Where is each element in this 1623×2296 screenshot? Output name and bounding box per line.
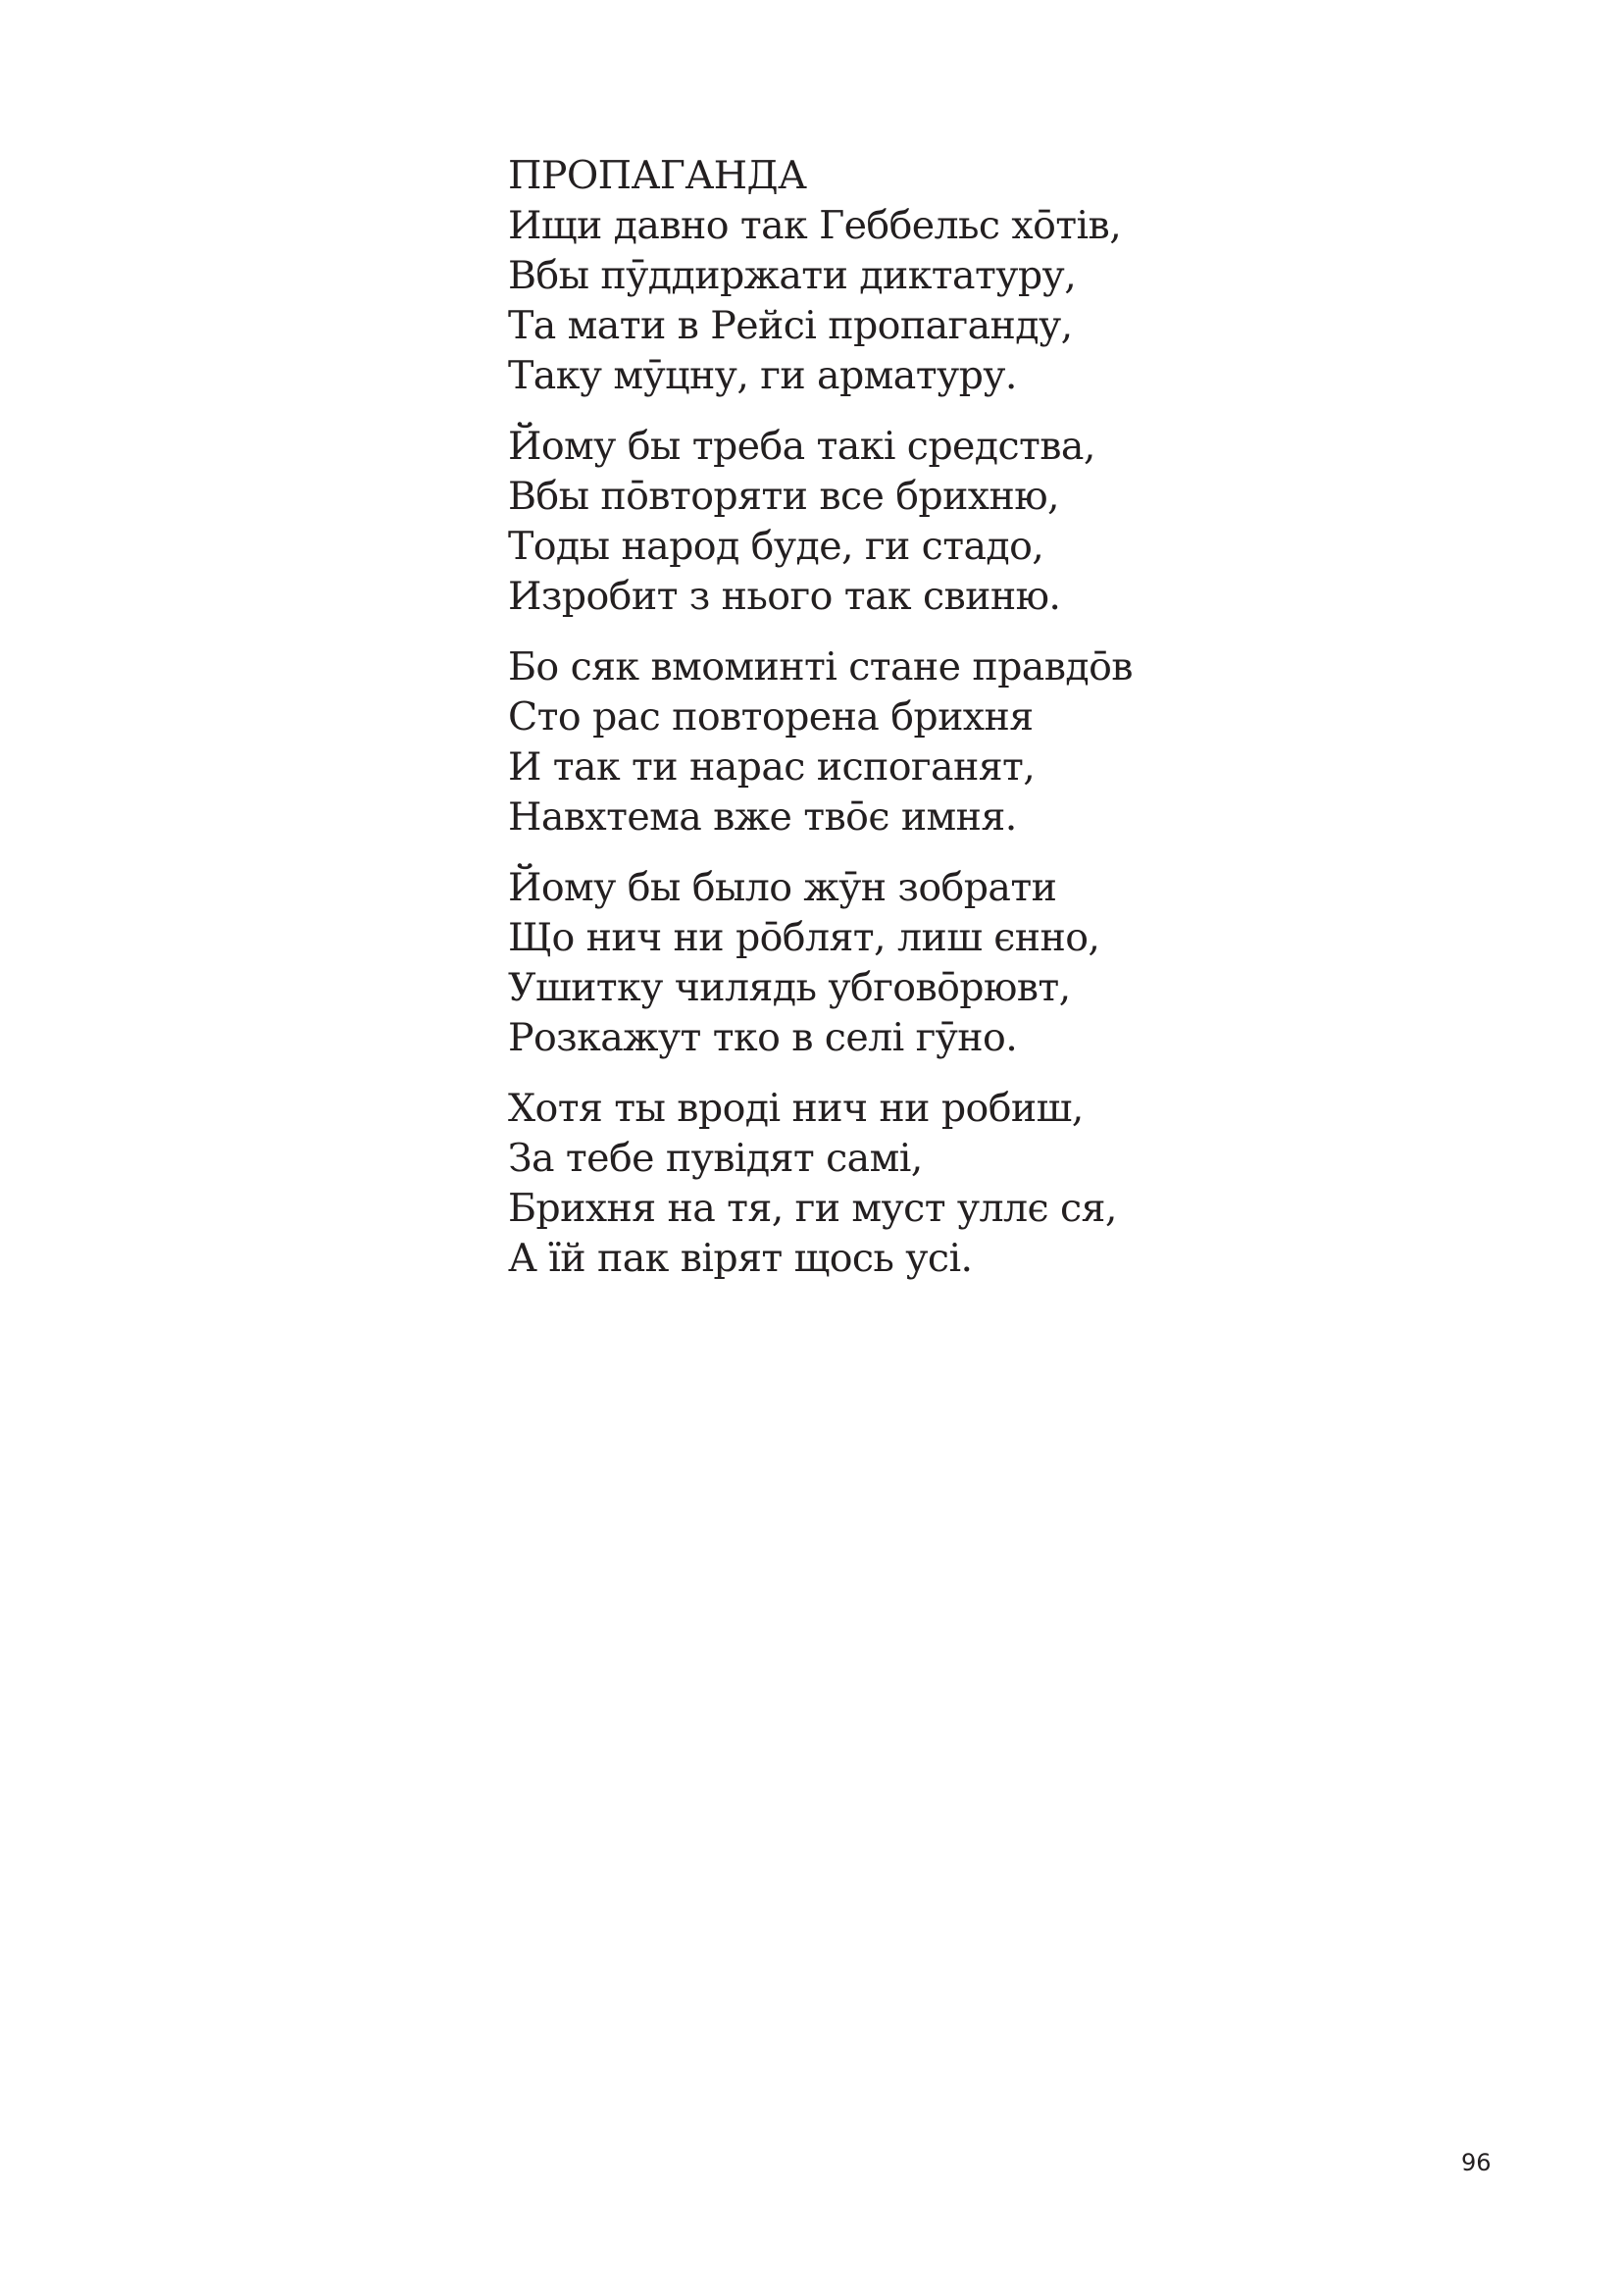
poem-line: Таку мӯцну, ги арматуру. (508, 353, 1017, 398)
poem-line: А їй пак вірят щось усі. (508, 1236, 973, 1281)
poem-line: Сто рас повторена брихня (508, 694, 1034, 740)
poem-line: Розкажут тко в селі гӯно. (508, 1015, 1018, 1060)
poem-line: Що нич ни ро̄блят, лиш єнно, (508, 915, 1100, 960)
stanza-4 (508, 863, 1489, 1063)
poem-line: Йому бы треба такі средства, (508, 424, 1095, 469)
poem-line: Йому бы было жӯн зобрати (508, 865, 1057, 910)
poem-line: Вбы пӯддиржати диктатуру, (508, 253, 1077, 298)
poem-line: Вбы по̄вторяти все брихню, (508, 474, 1059, 519)
stanza-5 (508, 1084, 1489, 1284)
poem-line: Бо сяк вмоминті стане правдо̄в (508, 644, 1133, 689)
poem-line: Брихня на тя, ги муст уллє ся, (508, 1186, 1117, 1231)
poem-line: Та мати в Рейсі пропаганду, (508, 303, 1073, 348)
poem-line: Ушитку чилядь убгово̄рювт, (508, 965, 1071, 1010)
poem-title: ПРОПАГАНДА (508, 153, 807, 198)
poem-line: Хотя ты вроді нич ни робиш, (508, 1086, 1084, 1131)
page-number: 96 (1461, 2149, 1492, 2176)
poem-line: И так ти нарас испоганят, (508, 744, 1036, 790)
stanza-1 (508, 201, 1489, 401)
stanza-3 (508, 642, 1489, 842)
poem-line: Изробит з нього так свиню. (508, 574, 1061, 619)
stanza-2 (508, 422, 1489, 622)
poem-line: Тоды народ буде, ги стадо, (508, 524, 1044, 569)
poem-line: Ищи давно так Геббельс хо̄тів, (508, 203, 1122, 248)
poem-line: Навхтема вже тво̄є имня. (508, 794, 1017, 840)
poem (508, 151, 1489, 1284)
poem-line: За тебе пувідят самі, (508, 1136, 923, 1181)
